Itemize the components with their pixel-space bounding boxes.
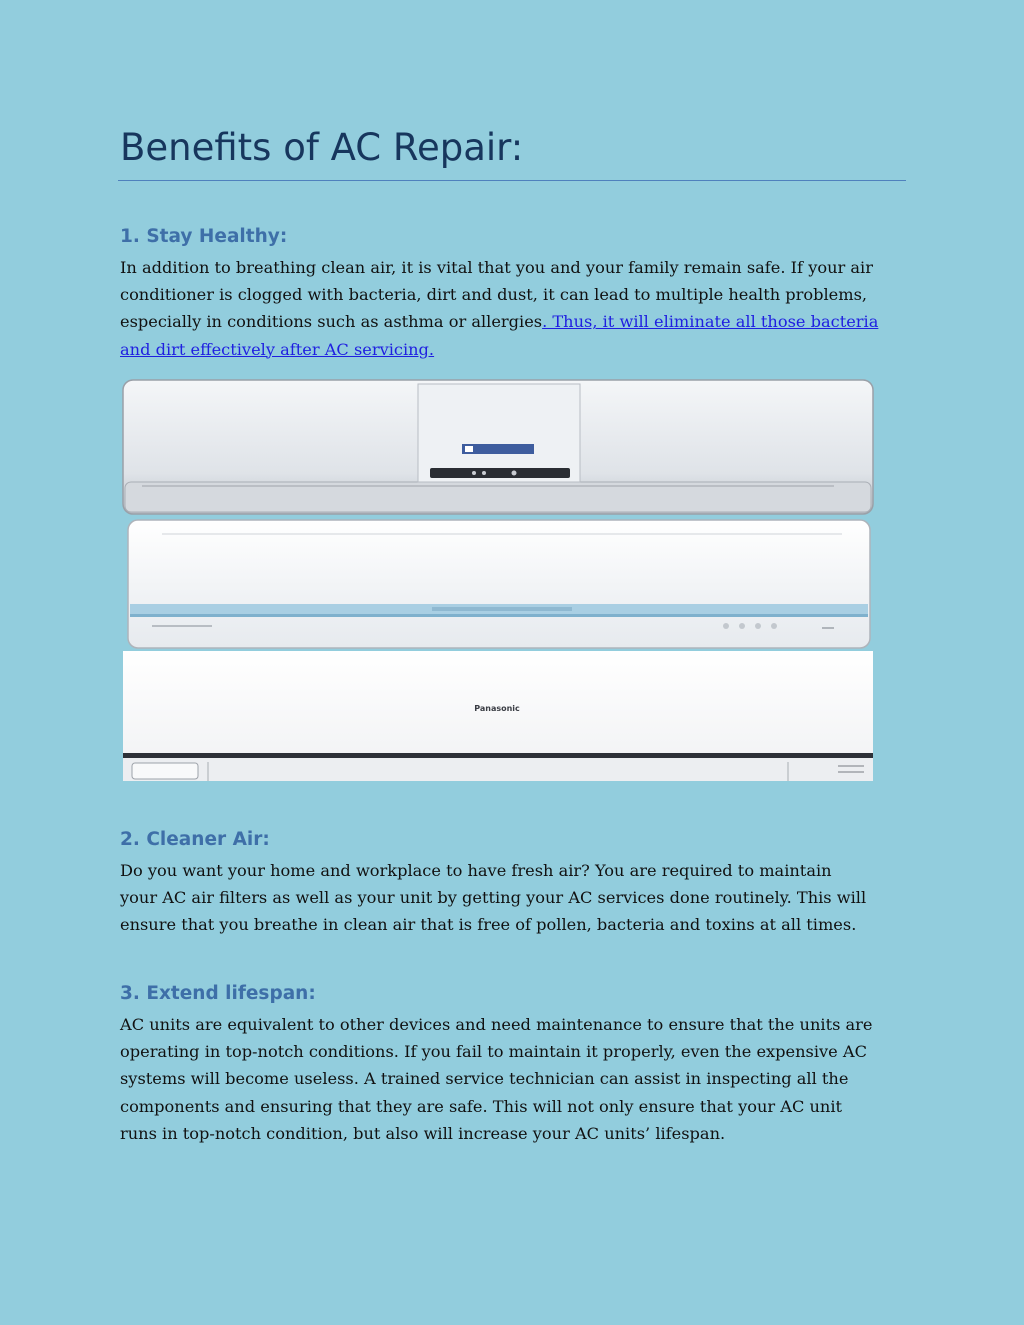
paragraph-line: ensure that you breathe in clean air that is free of pollen, bacteria and toxins at all times.: [120, 915, 857, 935]
paragraph-line: runs in top-notch condition, but also will increase your AC units’ lifespan.: [120, 1123, 726, 1143]
air-conditioner-units-image: [122, 378, 874, 782]
paragraph-line: [120, 336, 920, 363]
ac-unit-2: [128, 520, 870, 648]
paragraph-line: systems will become useless. A trained service technician can assist in inspecting all the: [120, 1069, 849, 1089]
paragraph-line: conditioner is clogged with bacteria, dirt and dust, it can lead to multiple health problems,: [120, 285, 868, 305]
title-underline-rule: [118, 180, 906, 181]
paragraph-line: components and ensuring that they are safe. This will not only ensure that your AC unit: [120, 1096, 843, 1116]
paragraph-line: AC units are equivalent to other devices and need maintenance to ensure that the units are: [120, 1015, 873, 1034]
ac-unit-1: [123, 380, 873, 514]
section-paragraph-stay-healthy: [120, 254, 920, 363]
section-paragraph-extend-lifespan: [120, 1011, 920, 1147]
section-heading-stay-healthy: 1. Stay Healthy:: [120, 226, 288, 247]
section-heading-extend-lifespan: 3. Extend lifespan:: [120, 983, 316, 1004]
paragraph-line: Do you want your home and workplace to have fresh air? You are required to maintain: [120, 861, 832, 880]
paragraph-line: operating in top-notch conditions. If you fail to maintain it properly, even the expensive AC: [120, 1042, 867, 1062]
ac-servicing-link-part2[interactable]: and dirt effectively after AC servicing.: [120, 339, 435, 359]
paragraph-line: your AC air filters as well as your unit by getting your AC services done routinely. This will: [120, 888, 867, 908]
paragraph-line: In addition to breathing clean air, it is vital that you and your family remain safe. If your air: [120, 258, 873, 277]
ac-servicing-link-part1[interactable]: . Thus, it will eliminate all those bacteria: [542, 312, 879, 332]
page-title: Benefits of AC Repair:: [120, 126, 524, 169]
section-heading-cleaner-air: 2. Cleaner Air:: [120, 829, 270, 850]
panasonic-brand-label: Panasonic: [474, 704, 520, 713]
paragraph-text: especially in conditions such as asthma or allergies: [120, 312, 543, 332]
section-paragraph-cleaner-air: [120, 857, 920, 939]
ac-unit-3: [123, 651, 873, 781]
paragraph-line: [120, 308, 920, 335]
